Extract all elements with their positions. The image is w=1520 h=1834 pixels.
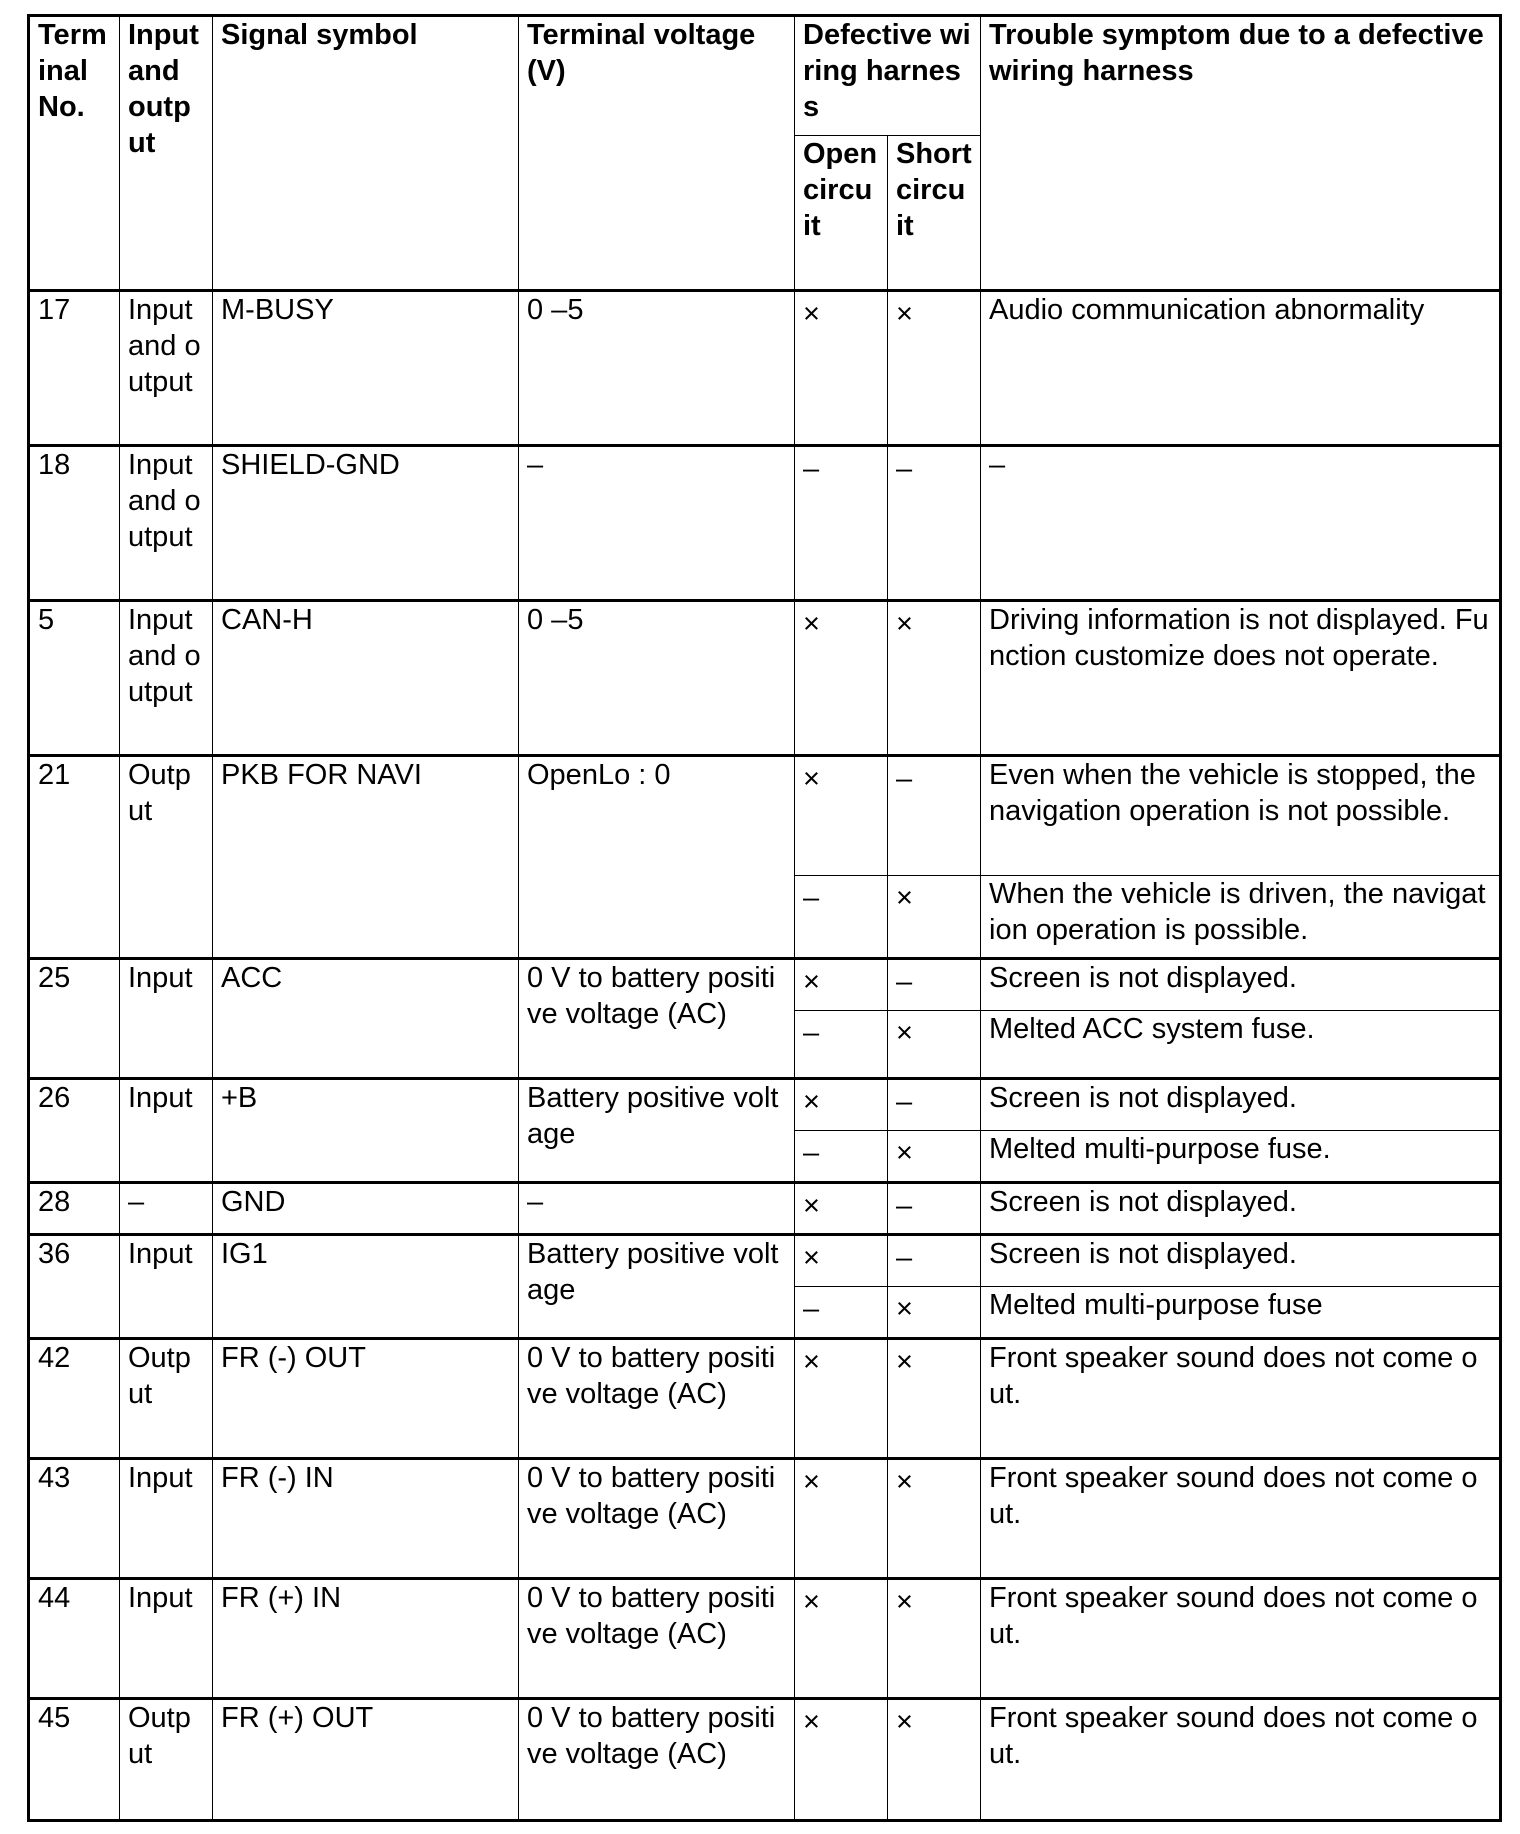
terminal-no-cell: 21: [29, 756, 120, 959]
open-circuit-mark: ×: [795, 1339, 888, 1459]
io-cell: Output: [120, 756, 213, 959]
trouble-symptom-cell: Screen is not displayed.: [981, 1183, 1501, 1235]
terminal-voltage-cell: 0 V to battery positive voltage (AC): [519, 959, 795, 1079]
table-row: [29, 756, 1501, 876]
terminal-voltage-cell: OpenLo : 0: [519, 756, 795, 959]
open-circuit-mark: –: [795, 1011, 888, 1079]
short-circuit-mark: ×: [888, 1131, 981, 1183]
trouble-symptom-cell: Screen is not displayed.: [981, 1235, 1501, 1287]
open-circuit-mark: ×: [795, 959, 888, 1011]
signal-symbol-cell: ACC: [213, 959, 519, 1079]
terminal-no-cell: 42: [29, 1339, 120, 1459]
header-trouble-symptom: Trouble symptom due to a defective wiring harness: [981, 16, 1501, 291]
io-cell: Output: [120, 1699, 213, 1821]
terminal-voltage-cell: 0 V to battery positive voltage (AC): [519, 1339, 795, 1459]
table-row: [29, 1699, 1501, 1821]
table-row: [29, 959, 1501, 1011]
terminal-no-cell: 28: [29, 1183, 120, 1235]
trouble-symptom-cell: Front speaker sound does not come out.: [981, 1459, 1501, 1579]
open-circuit-mark: –: [795, 876, 888, 959]
signal-symbol-cell: GND: [213, 1183, 519, 1235]
io-cell: Input: [120, 1579, 213, 1699]
trouble-symptom-cell: Front speaker sound does not come out.: [981, 1699, 1501, 1821]
header-terminal-voltage: Terminal voltage (V): [519, 16, 795, 291]
header-open-circuit: Open circuit: [795, 136, 888, 291]
header-input-output: Input and output: [120, 16, 213, 291]
open-circuit-mark: ×: [795, 291, 888, 446]
open-circuit-mark: ×: [795, 1699, 888, 1821]
terminal-voltage-cell: 0 V to battery positive voltage (AC): [519, 1459, 795, 1579]
signal-symbol-cell: CAN-H: [213, 601, 519, 756]
open-circuit-mark: ×: [795, 1183, 888, 1235]
trouble-symptom-cell: Even when the vehicle is stopped, the navigation operation is not possible.: [981, 756, 1501, 876]
signal-symbol-cell: +B: [213, 1079, 519, 1183]
io-cell: Input and output: [120, 601, 213, 756]
terminal-no-cell: 5: [29, 601, 120, 756]
short-circuit-mark: –: [888, 959, 981, 1011]
open-circuit-mark: ×: [795, 601, 888, 756]
table-row: [29, 1079, 1501, 1131]
io-cell: Input and output: [120, 291, 213, 446]
open-circuit-mark: –: [795, 1131, 888, 1183]
trouble-symptom-cell: Front speaker sound does not come out.: [981, 1579, 1501, 1699]
terminal-no-cell: 36: [29, 1235, 120, 1339]
terminal-voltage-cell: 0 –5: [519, 291, 795, 446]
open-circuit-mark: ×: [795, 756, 888, 876]
trouble-symptom-cell: –: [981, 446, 1501, 601]
terminal-no-cell: 17: [29, 291, 120, 446]
short-circuit-mark: ×: [888, 1459, 981, 1579]
short-circuit-mark: ×: [888, 876, 981, 959]
trouble-symptom-cell: Front speaker sound does not come out.: [981, 1339, 1501, 1459]
terminal-voltage-cell: 0 –5: [519, 601, 795, 756]
signal-symbol-cell: SHIELD-GND: [213, 446, 519, 601]
io-cell: Input and output: [120, 446, 213, 601]
header-defective-wiring-harness: Defective wiring harness: [795, 16, 981, 136]
short-circuit-mark: –: [888, 756, 981, 876]
io-cell: Input: [120, 959, 213, 1079]
short-circuit-mark: ×: [888, 1011, 981, 1079]
terminal-no-cell: 26: [29, 1079, 120, 1183]
header-short-circuit: Short circuit: [888, 136, 981, 291]
short-circuit-mark: –: [888, 1183, 981, 1235]
table-row: [29, 601, 1501, 756]
short-circuit-mark: ×: [888, 1579, 981, 1699]
terminal-voltage-cell: –: [519, 1183, 795, 1235]
signal-symbol-cell: IG1: [213, 1235, 519, 1339]
trouble-symptom-cell: Screen is not displayed.: [981, 959, 1501, 1011]
table-row: [29, 1339, 1501, 1459]
trouble-symptom-cell: Audio communication abnormality: [981, 291, 1501, 446]
terminal-no-cell: 18: [29, 446, 120, 601]
open-circuit-mark: ×: [795, 1079, 888, 1131]
open-circuit-mark: ×: [795, 1235, 888, 1287]
open-circuit-mark: –: [795, 446, 888, 601]
table-row: [29, 1235, 1501, 1287]
io-cell: Input: [120, 1079, 213, 1183]
header-terminal-no: Terminal No.: [29, 16, 120, 291]
trouble-symptom-cell: Melted multi-purpose fuse.: [981, 1131, 1501, 1183]
signal-symbol-cell: FR (+) OUT: [213, 1699, 519, 1821]
header-signal-symbol: Signal symbol: [213, 16, 519, 291]
terminal-voltage-cell: 0 V to battery positive voltage (AC): [519, 1579, 795, 1699]
table-row: [29, 1183, 1501, 1235]
table-header: [29, 16, 1501, 291]
terminal-no-cell: 44: [29, 1579, 120, 1699]
io-cell: Input: [120, 1235, 213, 1339]
trouble-symptom-cell: Melted ACC system fuse.: [981, 1011, 1501, 1079]
trouble-symptom-cell: Driving information is not displayed. Function customize does not operate.: [981, 601, 1501, 756]
trouble-symptom-cell: When the vehicle is driven, the navigation operation is possible.: [981, 876, 1501, 959]
trouble-symptom-cell: Screen is not displayed.: [981, 1079, 1501, 1131]
table-row: [29, 446, 1501, 601]
open-circuit-mark: ×: [795, 1459, 888, 1579]
signal-symbol-cell: FR (+) IN: [213, 1579, 519, 1699]
terminal-no-cell: 45: [29, 1699, 120, 1821]
table-row: [29, 291, 1501, 446]
short-circuit-mark: –: [888, 1235, 981, 1287]
terminal-no-cell: 43: [29, 1459, 120, 1579]
short-circuit-mark: ×: [888, 1287, 981, 1339]
terminal-voltage-cell: –: [519, 446, 795, 601]
open-circuit-mark: –: [795, 1287, 888, 1339]
trouble-symptom-cell: Melted multi-purpose fuse: [981, 1287, 1501, 1339]
terminal-voltage-cell: Battery positive voltage: [519, 1235, 795, 1339]
io-cell: –: [120, 1183, 213, 1235]
terminal-voltage-cell: 0 V to battery positive voltage (AC): [519, 1699, 795, 1821]
short-circuit-mark: ×: [888, 1339, 981, 1459]
terminal-table: [27, 14, 1502, 1822]
signal-symbol-cell: PKB FOR NAVI: [213, 756, 519, 959]
signal-symbol-cell: FR (-) IN: [213, 1459, 519, 1579]
short-circuit-mark: ×: [888, 1699, 981, 1821]
short-circuit-mark: ×: [888, 601, 981, 756]
short-circuit-mark: –: [888, 446, 981, 601]
table-body: [29, 291, 1501, 1821]
short-circuit-mark: –: [888, 1079, 981, 1131]
terminal-voltage-cell: Battery positive voltage: [519, 1079, 795, 1183]
signal-symbol-cell: FR (-) OUT: [213, 1339, 519, 1459]
terminal-no-cell: 25: [29, 959, 120, 1079]
io-cell: Output: [120, 1339, 213, 1459]
io-cell: Input: [120, 1459, 213, 1579]
short-circuit-mark: ×: [888, 291, 981, 446]
signal-symbol-cell: M-BUSY: [213, 291, 519, 446]
table-row: [29, 1579, 1501, 1699]
table-row: [29, 1459, 1501, 1579]
open-circuit-mark: ×: [795, 1579, 888, 1699]
